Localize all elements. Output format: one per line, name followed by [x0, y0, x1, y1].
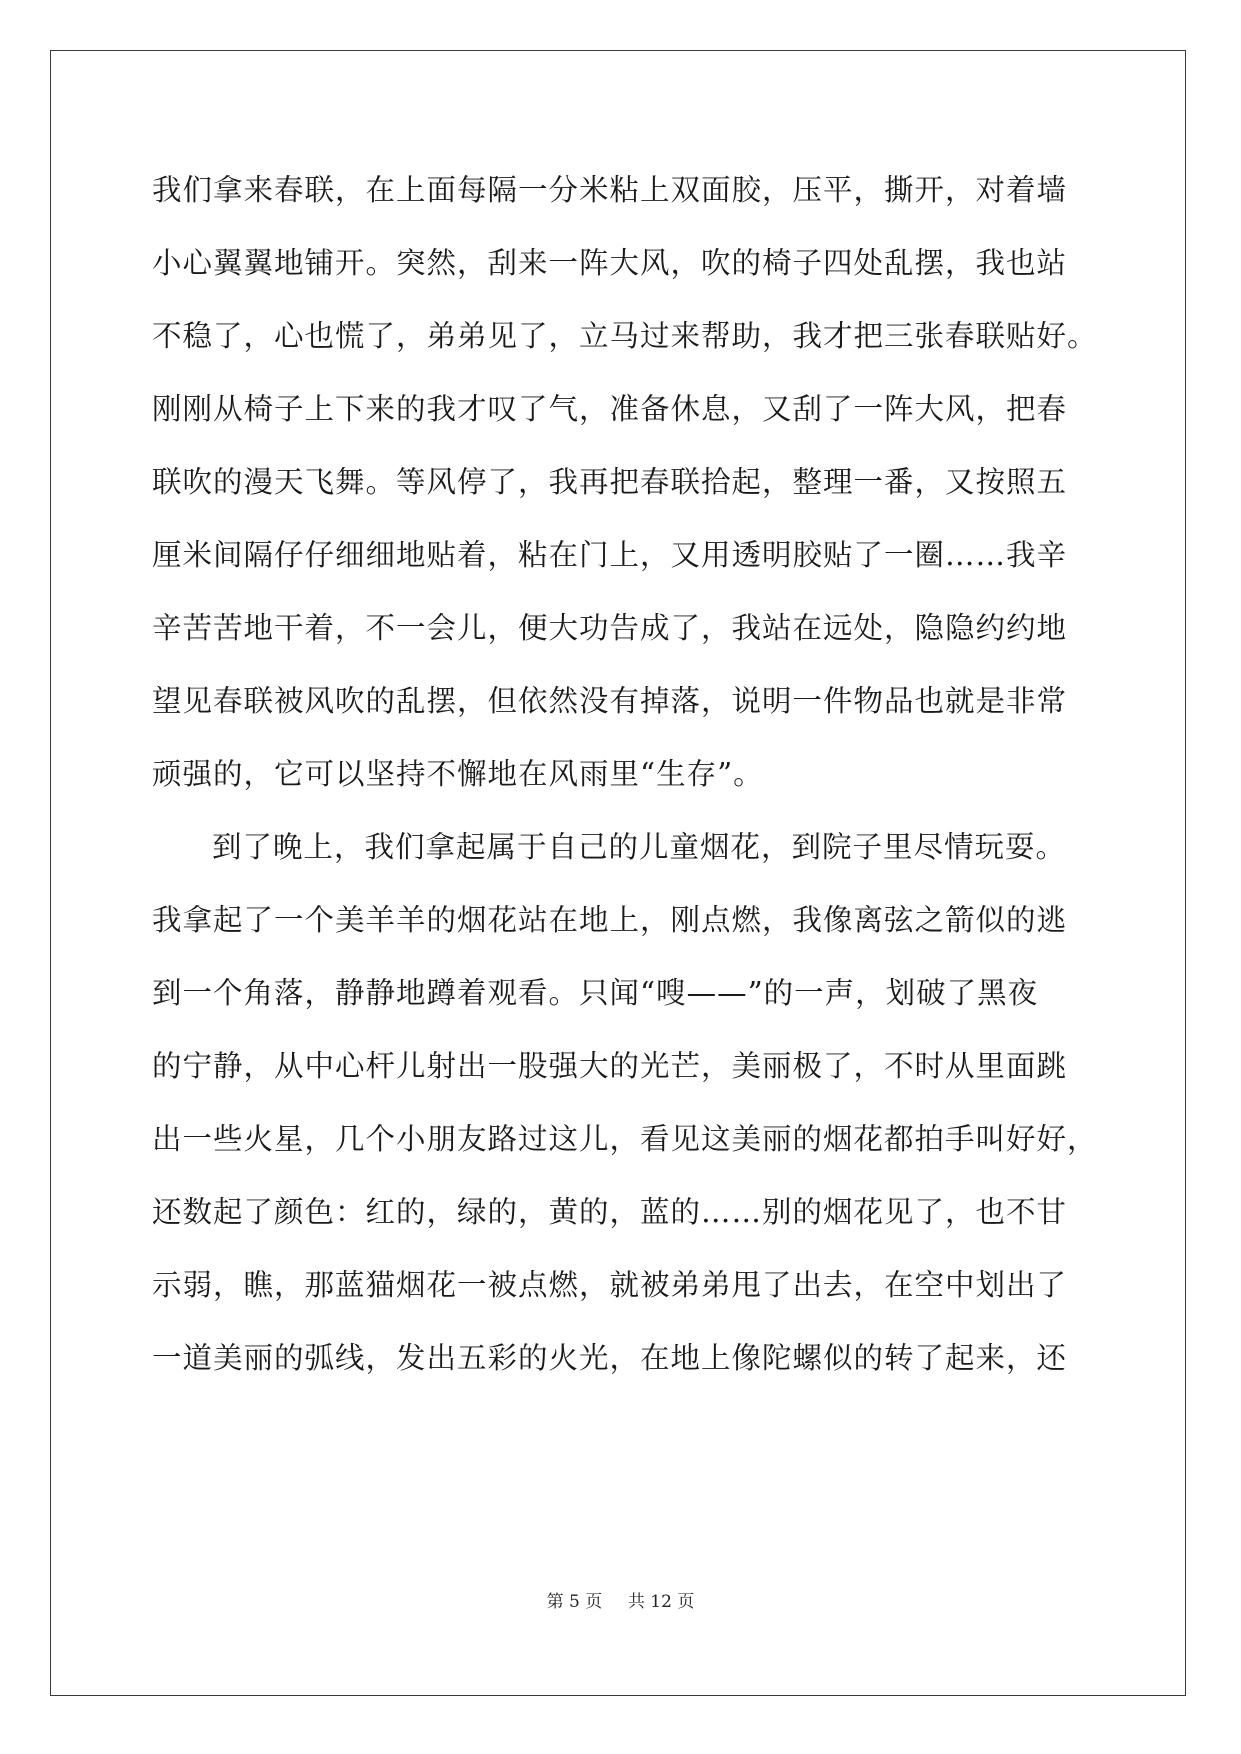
text-line: 还数起了颜色：红的，绿的，黄的，蓝的……别的烟花见了，也不甘 — [152, 1195, 1068, 1229]
paragraph-start-line: 到了晚上，我们拿起属于自己的儿童烟花，到院子里尽情玩耍。 — [212, 830, 1067, 864]
text-line: 顽强的，它可以坚持不懈地在风雨里“生存”。 — [152, 757, 764, 791]
text-line: 厘米间隔仔仔细细地贴着，粘在门上，又用透明胶贴了一圈……我辛 — [152, 538, 1068, 572]
page-border — [50, 50, 1186, 1696]
text-line: 出一些火星，几个小朋友路过这儿，看见这美丽的烟花都拍手叫好好， — [152, 1122, 1098, 1156]
text-line: 的宁静，从中心杆儿射出一股强大的光芒，美丽极了，不时从里面跳 — [152, 1049, 1068, 1083]
page-total: 共 12 页 — [627, 1592, 695, 1612]
text-line: 到一个角落，静静地蹲着观看。只闻“嗖——”的一声，划破了黑夜 — [152, 976, 1039, 1010]
text-line: 示弱，瞧，那蓝猫烟花一被点燃，就被弟弟甩了出去，在空中划出了 — [152, 1268, 1068, 1302]
page-footer — [0, 1587, 1241, 1612]
page-number: 第 5 页 — [546, 1592, 603, 1612]
text-line: 一道美丽的弧线，发出五彩的火光，在地上像陀螺似的转了起来，还 — [152, 1341, 1068, 1375]
text-line: 不稳了，心也慌了，弟弟见了，立马过来帮助，我才把三张春联贴好。 — [152, 319, 1098, 353]
text-line: 联吹的漫天飞舞。等风停了，我再把春联拾起，整理一番，又按照五 — [152, 465, 1068, 499]
text-line: 小心翼翼地铺开。突然，刮来一阵大风，吹的椅子四处乱摆，我也站 — [152, 246, 1068, 280]
text-line: 望见春联被风吹的乱摆，但依然没有掉落，说明一件物品也就是非常 — [152, 684, 1068, 718]
text-line: 我们拿来春联，在上面每隔一分米粘上双面胶，压平，撕开，对着墙 — [152, 173, 1068, 207]
text-line: 辛苦苦地干着，不一会儿，便大功告成了，我站在远处，隐隐约约地 — [152, 611, 1068, 645]
text-line: 我拿起了一个美羊羊的烟花站在地上，刚点燃，我像离弦之箭似的逃 — [152, 903, 1068, 937]
text-line: 刚刚从椅子上下来的我才叹了气，准备休息，又刮了一阵大风，把春 — [152, 392, 1068, 426]
